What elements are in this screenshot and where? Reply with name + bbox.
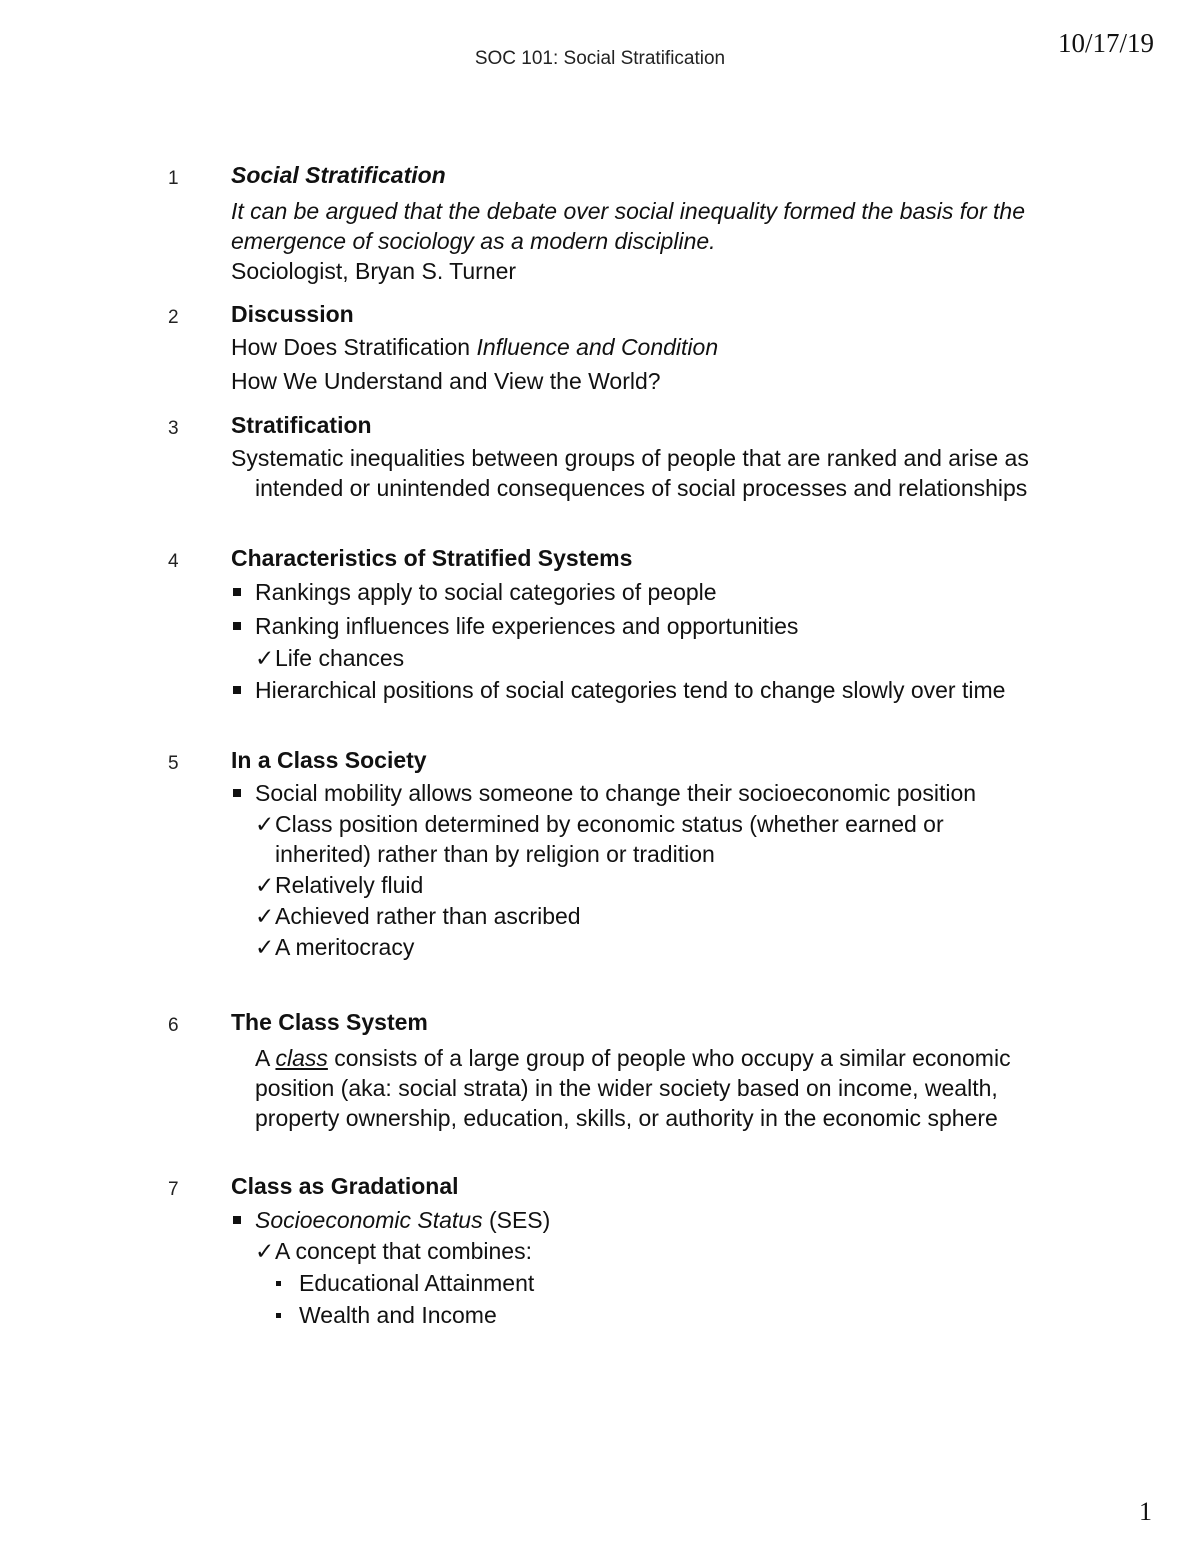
slide-number: 2: [168, 307, 179, 328]
bullet-item: [231, 1205, 1051, 1235]
check-item: [231, 809, 1035, 869]
bullet-text: Social mobility allows someone to change their socioeconomic position: [255, 780, 977, 806]
bullet-item: [231, 675, 1055, 705]
slide-title: Characteristics of Stratified Systems: [231, 545, 633, 571]
slide-number: 6: [168, 1015, 179, 1036]
slide-number: 1: [168, 168, 179, 189]
slide-title: In a Class Society: [231, 747, 427, 773]
checkmark-icon: ✓: [255, 811, 275, 837]
check-text: Relatively fluid: [275, 872, 424, 898]
square-bullet-icon: [233, 1216, 241, 1224]
slide-title: The Class System: [231, 1009, 428, 1035]
slide-number: 3: [168, 418, 179, 439]
check-item: [231, 643, 1051, 673]
slide-title: Stratification: [231, 412, 372, 438]
slide-title: Class as Gradational: [231, 1173, 459, 1199]
bullet-text: Rankings apply to social categories of people: [255, 579, 717, 605]
bullet-item: [231, 778, 995, 808]
square-bullet-icon: [233, 588, 241, 596]
sub-bullet-item: [231, 1268, 1051, 1298]
slide-content: [231, 410, 1051, 503]
slide-content: [231, 745, 1051, 962]
check-text: Life chances: [275, 645, 405, 671]
check-text: Class position determined by economic status (whether earned or inherited) rather than by religion or tradition: [275, 811, 944, 867]
checkmark-icon: ✓: [255, 934, 275, 960]
discussion-line-1: [231, 332, 1051, 362]
slide-content: [231, 1171, 1051, 1330]
sub-bullet-item: [231, 1300, 1051, 1330]
page-header-title: SOC 101: Social Stratification: [474, 48, 726, 69]
checkmark-icon: ✓: [255, 645, 275, 671]
checkmark-icon: ✓: [255, 872, 275, 898]
discussion-line-1-plain: How Does Stratification: [231, 334, 477, 360]
check-text: A concept that combines:: [275, 1238, 532, 1264]
check-item: [231, 932, 1051, 962]
slide-number: 4: [168, 551, 179, 572]
discussion-line-1-italic: Influence and Condition: [476, 334, 719, 360]
slide-number: 7: [168, 1179, 179, 1200]
bullet-item: [231, 577, 1051, 607]
small-bullet-icon: [276, 1313, 281, 1318]
square-bullet-icon: [233, 789, 241, 797]
bullet-text: (SES): [482, 1207, 551, 1233]
page-number: 1: [1139, 1497, 1152, 1526]
check-text: Achieved rather than ascribed: [275, 903, 581, 929]
check-item: [231, 901, 1051, 931]
sub-bullet-text: Educational Attainment: [299, 1270, 535, 1296]
class-definition: [231, 1043, 1015, 1133]
small-bullet-icon: [276, 1281, 281, 1286]
bullet-text: Hierarchical positions of social categories tend to change slowly over time: [255, 677, 1006, 703]
check-item: [231, 1236, 1051, 1266]
slide-content: [231, 1007, 1051, 1133]
square-bullet-icon: [233, 686, 241, 694]
check-item: [231, 870, 1051, 900]
checkmark-icon: ✓: [255, 903, 275, 929]
slide-content: [231, 160, 1051, 286]
bullet-text: Ranking influences life experiences and opportunities: [255, 613, 799, 639]
checkmark-icon: ✓: [255, 1238, 275, 1264]
handwritten-date: 10/17/19: [1057, 28, 1154, 58]
discussion-line-2: How We Understand and View the World?: [231, 368, 661, 394]
definition-lead: A: [255, 1045, 276, 1071]
slide-title: Discussion: [231, 301, 354, 327]
definition-term: class: [275, 1045, 328, 1071]
slide-content: [231, 299, 1051, 396]
slide-number: 5: [168, 753, 179, 774]
definition-body: consists of a large group of people who occupy a similar economic position (aka: social strata) in the wider society based on income, wealth, property ownership, education, skills, or authority in the economic sphere: [255, 1045, 1011, 1131]
bullet-item: [231, 611, 1051, 641]
quote-attribution: Sociologist, Bryan S. Turner: [231, 258, 517, 284]
slide-title: Social Stratification: [231, 162, 446, 188]
check-text: A meritocracy: [275, 934, 415, 960]
slide-content: [231, 543, 1051, 705]
bullet-text-italic: Socioeconomic Status: [255, 1207, 483, 1233]
quote-text: It can be argued that the debate over social inequality formed the basis for the emergence of sociology as a modern discipline.: [231, 198, 1025, 254]
sub-bullet-text: Wealth and Income: [299, 1302, 497, 1328]
definition-text: Systematic inequalities between groups of people that are ranked and arise as intended or unintended consequences of social processes and relationships: [231, 445, 1029, 501]
square-bullet-icon: [233, 622, 241, 630]
